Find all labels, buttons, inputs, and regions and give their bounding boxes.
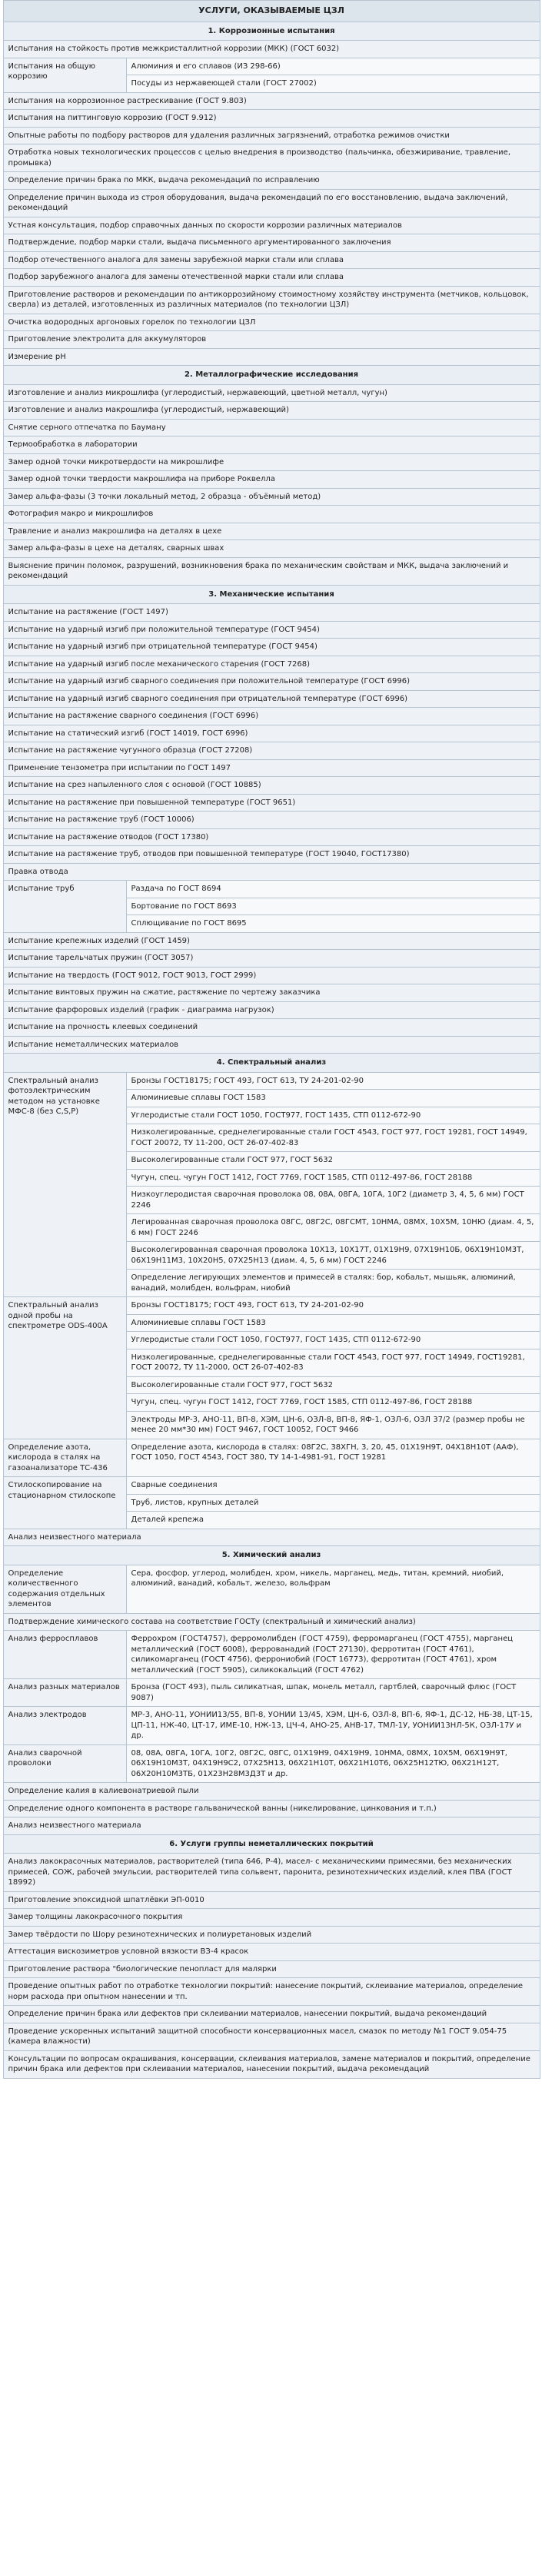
service-name: Испытание на прочность клеевых соединений [3,1019,540,1037]
service-row [3,286,540,314]
service-row [3,984,540,1002]
section-heading: 2. Металлографические исследования [3,366,540,385]
service-subitem-row [3,1477,540,1495]
service-subitem: Углеродистые стали ГОСТ 1050, ГОСТ977, ГОСТ 1435, СТП 0112-672-90 [126,1332,540,1349]
section-heading: 4. Спектральный анализ [3,1054,540,1073]
service-name: Испытание на растяжение сварного соединения (ГОСТ 6996) [3,708,540,725]
service-name: Замер одной точки микротвердости на микрошлифе [3,453,540,471]
service-row [3,1944,540,1961]
service-group-name: Спектральный анализ фотоэлектрическим методом на установке МФС-8 (без С,S,P) [3,1072,126,1297]
service-name: Анализ лакокрасочных материалов, растворителей (типа 646, Р-4), масел- с механическими примесями, без механических примесей, СОЖ, рабочей эмульсии, растворителей типа сольвент, паронита, резинотехнических изделий, клея ПВА (ГОСТ 18992) [3,1854,540,1892]
service-name: Замер твёрдости по Шору резинотехнических и полиуретановых изделий [3,1926,540,1944]
section-heading-row [3,1834,540,1854]
service-row [3,172,540,190]
service-row [3,2050,540,2078]
service-row [3,251,540,269]
service-subitem-row [3,1439,540,1477]
services-document [3,0,540,2079]
service-row [3,1978,540,2006]
service-subitem: Бронзы ГОСТ18175; ГОСТ 493, ГОСТ 613, ТУ 24-201-02-90 [126,1072,540,1090]
service-row [3,950,540,968]
service-group-name: Анализ сварочной проволоки [3,1744,126,1783]
service-row [3,1800,540,1817]
service-group-name: Анализ разных материалов [3,1679,126,1707]
service-name: Замер альфа-фазы (3 точки локальный метод, 2 образца - объёмный метод) [3,488,540,506]
section-heading-row [3,1546,540,1565]
service-group-name: Определение количественного содержания отдельных элементов [3,1565,126,1613]
section-heading: 3. Механические испытания [3,585,540,604]
service-group-name: Стилоскопирование на стационарном стилоскопе [3,1477,126,1529]
service-name: Испытание на ударный изгиб сварного соединения при положительной температуре (ГОСТ 6996) [3,673,540,691]
service-row [3,828,540,846]
service-row [3,794,540,812]
service-name: Испытание на растяжение труб (ГОСТ 10006) [3,812,540,829]
service-subitem-row [3,1744,540,1783]
service-row [3,1613,540,1631]
service-row [3,863,540,881]
service-name: Травление и анализ макрошлифа на деталях в цехе [3,523,540,540]
service-name: Испытание на твердость (ГОСТ 9012, ГОСТ 9013, ГОСТ 2999) [3,967,540,984]
service-row [3,1529,540,1546]
service-row [3,777,540,795]
service-name: Испытание неметаллических материалов [3,1036,540,1054]
service-name: Подтверждение, подбор марки стали, выдача письменного аргументированного заключения [3,234,540,252]
service-name: Опытные работы по подбору растворов для удаления различных загрязнений, отработка режимов очистки [3,127,540,144]
service-name: Испытание на растяжение труб, отводов при повышенной температуре (ГОСТ 19040, ГОСТ17380) [3,846,540,864]
service-row [3,523,540,540]
service-row [3,1019,540,1037]
service-name: Подбор отечественного аналога для замены зарубежной марки стали или сплава [3,251,540,269]
service-subitem: Посуды из нержавеющей стали (ГОСТ 27002) [126,75,540,93]
service-name: Испытание на растяжение чугунного образца (ГОСТ 27208) [3,742,540,760]
service-row [3,1926,540,1944]
service-row [3,1909,540,1927]
service-group-name: Испытание труб [3,881,126,933]
service-name: Замер альфа-фазы в цехе на деталях, сварных швах [3,540,540,558]
table-title: УСЛУГИ, ОКАЗЫВАЕМЫЕ ЦЗЛ [3,1,540,22]
service-name: Испытание на ударный изгиб сварного соединения при отрицательной температуре (ГОСТ 6996) [3,690,540,708]
service-subitem: Сварные соединения [126,1477,540,1495]
service-row [3,742,540,760]
service-subitem-row [3,1072,540,1090]
service-row [3,604,540,622]
service-row [3,453,540,471]
service-row [3,967,540,984]
service-subitem: Сера, фосфор, углерод, молибден, хром, никель, марганец, медь, титан, кремний, ниобий, алюминий, ванадий, кобальт, железо, вольфрам [126,1565,540,1613]
service-row [3,846,540,864]
service-row [3,1036,540,1054]
service-subitem: Феррохром (ГОСТ4757), ферромолибден (ГОСТ 4759), ферромарганец (ГОСТ 4755), марганец металлический (ГОСТ 6008), феррованадий (ГОСТ 27130), ферротитан (ГОСТ 4761), силикомарганец (ГОСТ 4756), феррониобий (ГОСТ 16773), ферротитан (ГОСТ 4761), хром металлический (ГОСТ 5905), силикокальций (ГОСТ 4762) [126,1631,540,1679]
service-row [3,331,540,349]
service-subitem: Низкоуглеродистая сварочная проволока 08, 08А, 08ГА, 10ГА, 10Г2 (диаметр 3, 4, 5, 6 мм) ГОСТ 2246 [126,1187,540,1214]
service-name: Выяснение причин поломок, разрушений, возникновения брака по механическим свойствам и МКК, выдача заключений и рекомендаций [3,557,540,585]
service-row [3,1960,540,1978]
service-row [3,437,540,454]
service-name: Испытание на растяжение при повышенной температуре (ГОСТ 9651) [3,794,540,812]
service-row [3,127,540,144]
service-subitem: Определение азота, кислорода в сталях: 08Г2С, 38ХГН, 3, 20, 45, 01Х19Н9Т, 04Х18Н10Т (ААФ), ГОСТ 1050, ГОСТ 4543, ГОСТ 380, ТУ 14-1-4981-91, ГОСТ 19281 [126,1439,540,1477]
service-name: Испытание крепежных изделий (ГОСТ 1459) [3,932,540,950]
service-row [3,759,540,777]
service-row [3,314,540,331]
service-group-name: Спектральный анализ одной пробы на спектрометре ODS-400А [3,1297,126,1439]
service-row [3,144,540,172]
service-name: Приготовление эпоксидной шпатлёвки ЭП-0010 [3,1891,540,1909]
service-name: Анализ неизвестного материала [3,1817,540,1835]
service-subitem-row [3,58,540,75]
service-row [3,348,540,366]
service-row [3,639,540,656]
services-table [3,0,540,2079]
service-row [3,488,540,506]
service-subitem-row [3,1679,540,1707]
service-name: Измерение pH [3,348,540,366]
service-group-name: Анализ электродов [3,1707,126,1745]
table-title-row [3,1,540,22]
service-name: Изготовление и анализ микрошлифа (углеродистый, нержавеющий, цветной металл, чугун) [3,384,540,402]
service-row [3,708,540,725]
service-subitem: Сплющивание по ГОСТ 8695 [126,915,540,933]
section-heading: 6. Услуги группы неметаллических покрытий [3,1834,540,1854]
service-group-name: Определение азота, кислорода в сталях на газоанализаторе ТС-436 [3,1439,126,1477]
service-name: Подтверждение химического состава на соответствие ГОСТу (спектральный и химический анализ) [3,1613,540,1631]
service-name: Фотография макро и микрошлифов [3,506,540,523]
service-name: Замер толщины лакокрасочного покрытия [3,1909,540,1927]
service-row [3,2006,540,2023]
service-subitem: Бортование по ГОСТ 8693 [126,898,540,915]
service-name: Испытания на коррозионное растрескивание (ГОСТ 9.803) [3,92,540,110]
service-name: Проведение ускоренных испытаний защитной способности консервационных масел, смазок по методу №1 ГОСТ 9.054-75 (камера влажности) [3,2023,540,2050]
service-subitem: Электроды МР-3, АНО-11, ВП-8, ХЭМ, ЦН-6, ОЗЛ-8, ВП-8, ЯФ-1, ОЗЛ-6, ОЗЛ 37/2 (размер пробы не менее 20 мм*30 мм) ГОСТ 9467, ГОСТ 10052, ГОСТ 9466 [126,1411,540,1439]
section-heading-row [3,366,540,385]
section-heading: 5. Химический анализ [3,1546,540,1565]
service-subitem: Высоколегированные стали ГОСТ 977, ГОСТ 5632 [126,1376,540,1394]
service-name: Испытание на растяжение (ГОСТ 1497) [3,604,540,622]
service-subitem: Высоколегированная сварочная проволока 10Х13, 10Х17Т, 01Х19Н9, 07Х19Н10Б, 06Х19Н10М3Т, 06Х19Н11М3, 10Х20Н5, 07Х25Н13 (диам. 4, 5, 6 мм) ГОСТ 2246 [126,1242,540,1270]
service-name: Определение калия в калиевонатриевой пыли [3,1783,540,1801]
service-row [3,557,540,585]
service-subitem-row [3,1297,540,1315]
service-name: Термообработка в лаборатории [3,437,540,454]
service-row [3,419,540,437]
service-subitem: Алюминия и его сплавов (ИЗ 298-66) [126,58,540,75]
service-row [3,621,540,639]
service-name: Испытание на ударный изгиб при отрицательной температуре (ГОСТ 9454) [3,639,540,656]
service-subitem-row [3,1565,540,1613]
service-name: Подбор зарубежного аналога для замены отечественной марки стали или сплава [3,269,540,287]
service-row [3,189,540,217]
section-heading-row [3,585,540,604]
service-name: Снятие серного отпечатка по Бауману [3,419,540,437]
service-name: Правка отвода [3,863,540,881]
service-subitem: 08, 08А, 08ГА, 10ГА, 10Г2, 08Г2С, 08ГС, 01Х19Н9, 04Х19Н9, 10НМА, 08МХ, 10Х5М, 06Х19Н9Т, 06Х19Н10М3Т, 04Х19Н9С2, 07Х25Н13, 06Х21Н10Т, 06Х21Н10Т6, 06Х25Н12ТЮ, 06Х21Н12Т, 06Х20Н10М3ТБ, 01Х23Н28М3Д3Т и др. [126,1744,540,1783]
service-row [3,471,540,489]
service-row [3,1001,540,1019]
service-row [3,506,540,523]
service-subitem: МР-3, АНО-11, УОНИИ13/55, ВП-8, УОНИИ 13/45, ХЭМ, ЦН-6, ОЗЛ-8, ВП-6, ЯФ-1, ДС-12, НБ-38, ЦТ-15, ЦП-11, НЖ-40, ЦТ-17, ИМЕ-10, НЖ-13, ЦЧ-4, АНО-25, АНВ-17, ТМЛ-1У, УОНИИ13НЛ-5К, ОЗЛ-17У и др. [126,1707,540,1745]
service-subitem: Углеродистые стали ГОСТ 1050, ГОСТ977, ГОСТ 1435, СТП 0112-672-90 [126,1107,540,1124]
service-name: Испытание на срез напыленного слоя с основой (ГОСТ 10885) [3,777,540,795]
service-row [3,812,540,829]
service-name: Испытание на статический изгиб (ГОСТ 14019, ГОСТ 6996) [3,725,540,742]
service-row [3,384,540,402]
service-name: Испытание на ударный изгиб после механического старения (ГОСТ 7268) [3,656,540,673]
service-row [3,932,540,950]
section-heading-row [3,1054,540,1073]
service-name: Изготовление и анализ макрошлифа (углеродистый, нержавеющий) [3,402,540,420]
service-name: Приготовление электролита для аккумуляторов [3,331,540,349]
service-name: Приготовление раствора "биологические пенопласт для малярки [3,1960,540,1978]
service-name: Проведение опытных работ по отработке технологии покрытий: нанесение покрытий, склеивание материалов, определение норм расхода при опытном нанесении и тп. [3,1978,540,2006]
service-subitem: Деталей крепежа [126,1512,540,1529]
service-subitem-row [3,881,540,898]
service-row [3,402,540,420]
service-subitem: Высоколегированные стали ГОСТ 977, ГОСТ 5632 [126,1152,540,1170]
service-name: Определение причин брака или дефектов при склеивании материалов, нанесении покрытий, выдача рекомендаций [3,2006,540,2023]
service-subitem: Низколегированные, среднелегированные стали ГОСТ 4543, ГОСТ 977, ГОСТ 19281, ГОСТ 14949, ГОСТ 20072, ТУ 11-200, ОСТ 26-07-402-83 [126,1124,540,1152]
service-name: Испытание винтовых пружин на сжатие, растяжение по чертежу заказчика [3,984,540,1002]
service-subitem: Труб, листов, крупных деталей [126,1494,540,1512]
service-name: Приготовление растворов и рекомендации по антикоррозийному стоимостному хозяйству инструмента (метчиков, кольцовок, сверла) из деталей, изготовленных из различных материалов (по технологии ЦЗЛ) [3,286,540,314]
service-subitem-row [3,1707,540,1745]
service-subitem: Бронзы ГОСТ18175; ГОСТ 493, ГОСТ 613, ТУ 24-201-02-90 [126,1297,540,1315]
service-name: Отработка новых технологических процессов с целью внедрения в производство (пальчинка, обезжиривание, травление, промывка) [3,144,540,172]
service-row [3,725,540,742]
service-name: Испытание на ударный изгиб при положительной температуре (ГОСТ 9454) [3,621,540,639]
service-name: Очистка водородных аргоновых горелок по технологии ЦЗЛ [3,314,540,331]
service-name: Применение тензометра при испытании по ГОСТ 1497 [3,759,540,777]
service-row [3,217,540,234]
service-row [3,92,540,110]
service-row [3,690,540,708]
section-heading-row [3,22,540,41]
service-subitem: Чугун, спец. чугун ГОСТ 1412, ГОСТ 7769, ГОСТ 1585, СТП 0112-497-86, ГОСТ 28188 [126,1169,540,1187]
service-name: Испытания на питтинговую коррозию (ГОСТ 9.912) [3,110,540,128]
service-name: Испытание тарельчатых пружин (ГОСТ 3057) [3,950,540,968]
service-subitem: Раздача по ГОСТ 8694 [126,881,540,898]
service-subitem-row [3,1631,540,1679]
service-row [3,41,540,58]
service-subitem: Легированная сварочная проволока 08ГС, 08Г2С, 08ГСМТ, 10НМА, 08МХ, 10Х5М, 10НЮ (диам. 4, 5, 6 мм) ГОСТ 2246 [126,1214,540,1242]
section-heading: 1. Коррозионные испытания [3,22,540,41]
service-name: Анализ неизвестного материала [3,1529,540,1546]
service-subitem: Низколегированные, среднелегированные стали ГОСТ 4543, ГОСТ 977, ГОСТ 14949, ГОСТ19281, ГОСТ 20072, ТУ 11-2000, ОСТ 26-07-402-83 [126,1349,540,1376]
service-subitem: Определение легирующих элементов и примесей в сталях: бор, кобальт, мышьяк, алюминий, ванадий, молибден, вольфрам, ниобий [126,1270,540,1297]
service-name: Определение причин выхода из строя оборудования, выдача рекомендаций по его восстановлению, выдача заключений, рекомендаций [3,189,540,217]
service-group-name: Анализ ферросплавов [3,1631,126,1679]
service-subitem: Чугун, спец. чугун ГОСТ 1412, ГОСТ 7769, ГОСТ 1585, СТП 0112-497-86, ГОСТ 28188 [126,1394,540,1412]
service-name: Определение одного компонента в растворе гальванической ванны (никелирование, цинкования и т.п.) [3,1800,540,1817]
service-name: Консультации по вопросам окрашивания, консервации, склеивания материалов, замене материалов и покрытий, определение причин брака или дефектов при склеивании материалов, нанесении покрытий, выдача рекомендаций [3,2050,540,2078]
service-row [3,1891,540,1909]
service-row [3,1817,540,1835]
service-subitem: Алюминиевые сплавы ГОСТ 1583 [126,1314,540,1332]
service-row [3,540,540,558]
service-row [3,2023,540,2050]
service-subitem: Бронза (ГОСТ 493), пыль силикатная, шпак, монель металл, гартблей, сварочный флюс (ГОСТ 9087) [126,1679,540,1707]
service-subitem: Алюминиевые сплавы ГОСТ 1583 [126,1090,540,1107]
services-table-body [3,1,540,2079]
service-row [3,1783,540,1801]
service-name: Устная консультация, подбор справочных данных по скорости коррозии различных материалов [3,217,540,234]
service-name: Испытание на растяжение отводов (ГОСТ 17380) [3,828,540,846]
service-row [3,234,540,252]
service-row [3,1854,540,1892]
service-row [3,656,540,673]
service-name: Испытание фарфоровых изделий (график - диаграмма нагрузок) [3,1001,540,1019]
service-name: Испытания на стойкость против межкристаллитной коррозии (МКК) (ГОСТ 6032) [3,41,540,58]
service-group-name: Испытания на общую коррозию [3,58,126,92]
service-name: Определение причин брака по МКК, выдача рекомендаций по исправлению [3,172,540,190]
service-name: Аттестация вискозиметров условной вязкости ВЗ-4 красок [3,1944,540,1961]
service-row [3,269,540,287]
service-name: Замер одной точки твердости макрошлифа на приборе Роквелла [3,471,540,489]
service-row [3,110,540,128]
service-row [3,673,540,691]
